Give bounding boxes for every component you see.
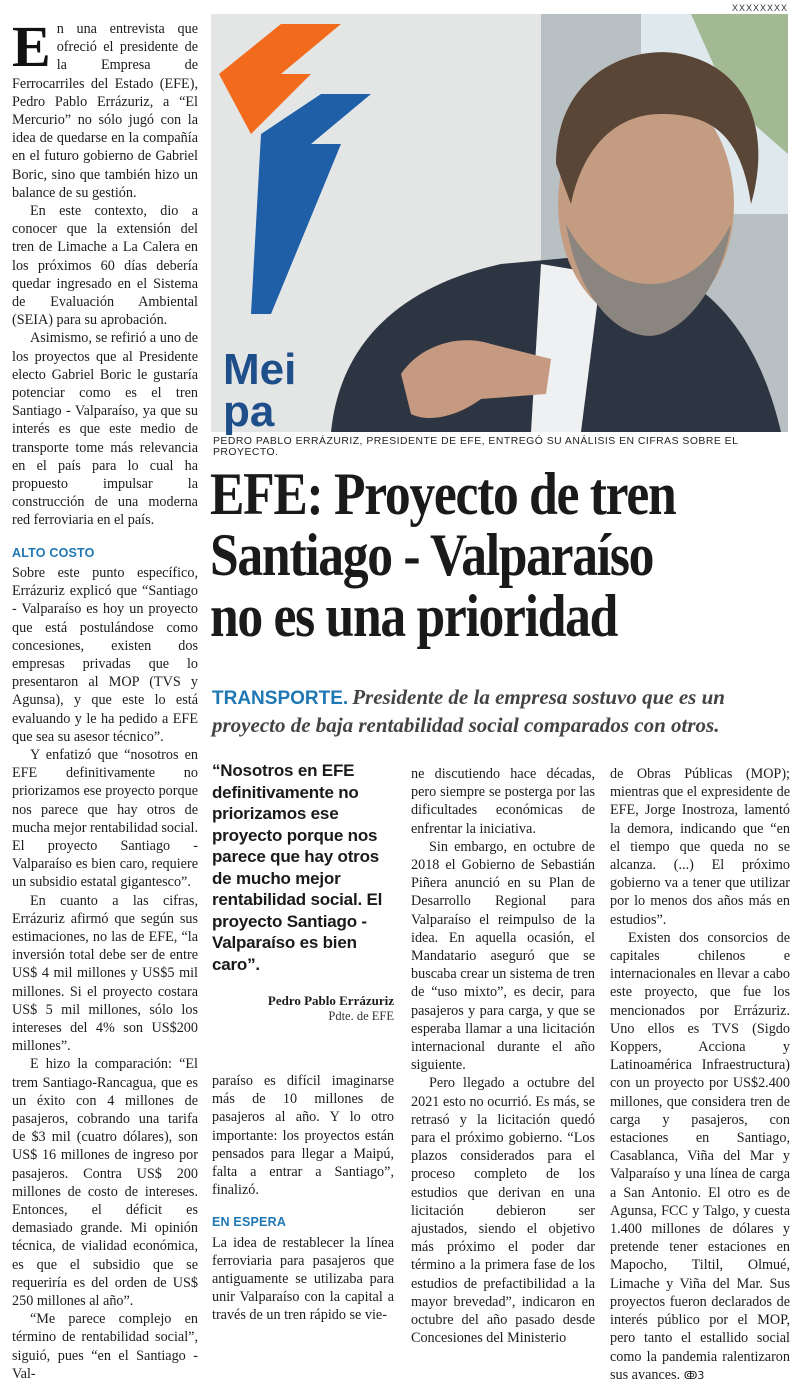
logo-text-2: pa — [223, 387, 275, 436]
subheading-alto-costo: ALTO COSTO — [12, 545, 95, 560]
paragraph: E hizo la comparación: “El trem Santiago-Rancagua, que es un éxito con 4 millones de pasajeros, cobrando una tarifa de $3 mil (cuatro dólares), son US$ 16 millones de ingreso por pasajeros. Contra US$ 200 millones de costo de intereses. Entonces, el déficit es demasiado grande. Mi opinión técnica, de vialidad económica, es que el subsidio que se requeriría es del orden de US$ 250 millones al año”. — [12, 1056, 198, 1310]
lead-paragraph: En una entrevista que ofreció el presidente de la Empresa de Ferrocarriles del Estado (EFE), Pedro Pablo Errázuriz, a “El Mercurio” no sólo jugó con la idea de quedarse en la compañía en el futuro gobierno de Gabriel Boric, sino que también hizo un balance de su gestión. — [12, 14, 198, 201]
paragraph: Sobre este punto específico, Errázuriz explicó que “Santiago - Valparaíso es hoy un proyecto que está postulándose como concesiones, existen dos empresas privadas que lo presentaron al MOP (TVS y Agunsa), y que este lo está evaluando y le ha pedido a EFE que sea su asesor técnico”. — [12, 564, 198, 745]
portrait-image — [211, 14, 788, 436]
headline — [210, 461, 795, 649]
article-column-2 — [212, 1072, 394, 1325]
subheading-en-espera: EN ESPERA — [212, 1215, 287, 1230]
article-column-4 — [610, 765, 790, 1385]
headline-line-3: no es una prioridad — [210, 583, 618, 649]
section-kicker: TRANSPORTE. — [212, 688, 349, 709]
pull-quote-text: “Nosotros en EFE definitivamente no priorizamos ese proyecto porque nos parece que hay otros de mucho mejor rentabilidad social. El proyecto Santiago - Valparaíso es bien caro”. — [212, 761, 383, 974]
deck — [212, 684, 790, 738]
headline-line-1: EFE: Proyecto de tren — [210, 461, 676, 527]
paragraph: ne discutiendo hace décadas, pero siempre se posterga por las dificultades económicas de enfrentar la iniciativa. — [411, 766, 595, 837]
paragraph: Asimismo, se refirió a uno de los proyectos que al Presidente electo Gabriel Boric le gustaría potenciar como es el tren Santiago - Valparaíso, ya que su interés es que este medio de transporte tome más relevancia en el país para lo cual ha propuesto impulsar la construcción de una moderna red ferroviaria en el país. — [12, 330, 198, 529]
pull-quote — [212, 760, 394, 1024]
paragraph: Pero llegado a octubre del 2021 esto no ocurrió. Es más, se retrasó y la licitación quedó para el próximo gobierno. “Los plazos considerados para el proceso completo de los estudios que derivan en una licitación debieron ser ajustados, siendo el objetivo más próximo el poder dar término a la primera fase de los estudios de prefactibilidad a la mayor brevedad”, indicaron en octubre del año pasado desde Concesiones del Ministerio — [411, 1075, 595, 1347]
article-column-1 — [12, 14, 198, 1383]
paragraph: Existen dos consorcios de capitales chilenos e internacionales en llevar a cabo este proyecto, que fue los mencionados por Errázuriz. Uno ellos es TVS (Sigdo Koppers, Acciona y Latinoamérica Infraestructura) con un proyecto por US$2.400 millones, que considera tren de carga y pasajeros, con estaciones en Santiago, Casablanca, Viña del Mar y Valparaíso y una línea de carga a San Antonio. El otro es de Agunsa, FCC y Talgo, y cuesta 1.400 millones de dólares y pretende tener estaciones en Mapocho, Tiltil, Olmué, Limache y Viña del Mar. Sus proyectos fueron declarados de interés público por el MOP, pero tanto el estallido social como la pandemia ralentizaron sus avances. ↂ3 — [610, 929, 790, 1383]
paragraph: de Obras Públicas (MOP); mientras que el expresidente de EFE, Jorge Inostroza, lamentó la demora, indicando que “en el tiempo que queda no se alcanza. (...) El próximo gobierno va a tener que utilizar por lo menos dos años más en estudios”. — [610, 766, 790, 928]
pull-quote-role: Pdte. de EFE — [328, 1009, 394, 1023]
photo-caption: PEDRO PABLO ERRÁZURIZ, PRESIDENTE DE EFE, ENTREGÓ SU ANÁLISIS EN CIFRAS SOBRE EL PROYECTO. — [213, 436, 738, 458]
paragraph: Y enfatizó que “nosotros en EFE definitivamente no priorizamos ese proyecto porque nos parece que hay otros de mucha mejor rentabilidad social. El proyecto Santiago - Valparaíso es bien caro, requiere un subsidio estatal gigantesco”. — [12, 746, 198, 891]
headline-line-2: Santiago - Valparaíso — [210, 522, 654, 588]
paragraph: En este contexto, dio a conocer que la extensión del tren de Limache a La Calera en los próximos 60 días debería quedar ingresado en el Sistema de Evaluación Ambiental (SEIA) para su aprobación. — [12, 203, 198, 329]
paragraph: Sin embargo, en octubre de 2018 el Gobierno de Sebastián Piñera anunció en su Plan de Desarrollo Regional para Valparaíso el reimpulso de la idea. En aquella ocasión, el Mandatario aseguró que se buscaba crear un sistema de tren de “uso mixto”, es decir, para pasajeros y para carga, y que se esperaba llamar a una licitación internacional durante el año siguiente. — [411, 838, 595, 1074]
logo-text: Mei — [223, 345, 297, 394]
pull-quote-author: Pedro Pablo Errázuriz — [267, 993, 394, 1008]
article-column-3 — [411, 765, 595, 1348]
paragraph: “Me parece complejo en término de rentabilidad social”, siguió, pues “en el Santiago - Val- — [12, 1311, 198, 1382]
page-reference: XXXXXXXX — [731, 3, 788, 13]
paragraph: La idea de restablecer la línea ferroviaria para pasajeros que antiguamente se utilizaba para unir Valparaíso con la capital a través de un tren rápido se vie- — [212, 1234, 394, 1324]
article-photo — [211, 14, 788, 436]
paragraph: paraíso es difícil imaginarse más de 10 millones de pasajeros al año. Y lo otro importante: los proyectos están pensados para llegar a Maipú, falta a entrar a Santiago”, finalizó. — [212, 1073, 394, 1199]
paragraph: En cuanto a las cifras, Errázuriz afirmó que según sus estimaciones, no las de EFE, “la inversión total debe ser de entre US$ 4 mil millones y US$5 mil millones. Si el proyecto costara US$ 5 mil millones, sólo los intereses del 4% son US$200 millones”. — [12, 892, 198, 1055]
drop-cap: E — [12, 14, 51, 79]
end-mark: ↂ3 — [683, 1368, 705, 1382]
deck-text: Presidente de la empresa sostuvo que es un proyecto de baja rentabilidad social comparados con otros. — [212, 685, 725, 737]
